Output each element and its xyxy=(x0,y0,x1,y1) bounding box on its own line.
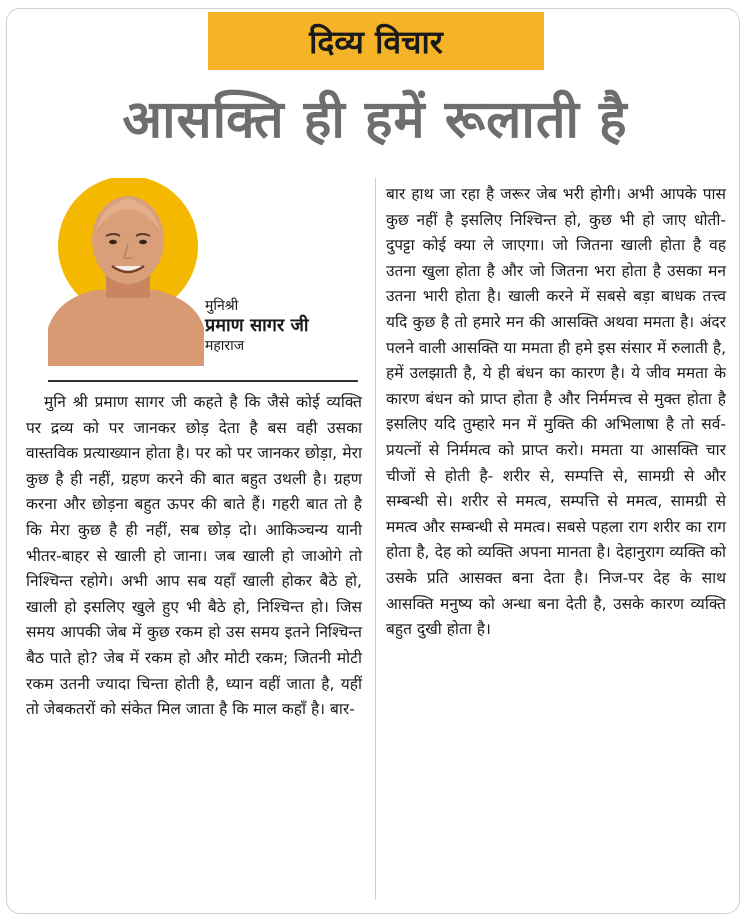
article-column-left: मुनि श्री प्रमाण सागर जी कहते है कि जैसे कोई व्यक्ति पर द्रव्य को पर जानकर छोड़ देता है बस वही उसका वास्तविक प्रत्याख्यान होता है। पर को पर जानकर छोड़ा, मेरा कुछ है ही नहीं, ग्रहण करने की बात बहुत उथली है। ग्रहण करना और छोड़ना बहुत ऊपर की बाते हैं। गहरी बात तो है कि मेरा कुछ है ही नहीं, सब छोड़ दो। आकिञ्चन्य यानी भीतर-बाहर से खाली हो जाना। जब खाली हो जाओगे तो निश्चिन्त रहोगे। अभी आप सब यहाँ खाली होकर बैठे हो, खाली हो इसलिए खुले हुए भी बैठे हो, निश्चिन्त हो। जिस समय आपकी जेब में कुछ रकम हो उस समय इतने निश्चिन्त बैठ पाते हो? जेब में रकम हो और मोटी रकम; जितनी मोटी रकम उतनी ज्यादा चिन्ता होती है, ध्यान वहीं जाता है, यहीं तो जेबकतरों को संकेत मिल जाता है कि माल कहाँ है। बार- xyxy=(26,393,362,719)
author-prefix: मुनिश्री xyxy=(205,298,239,314)
article-headline: आसक्ति ही हमें रूलाती है xyxy=(122,90,628,150)
section-tag xyxy=(208,12,544,70)
article-column-right: बार हाथ जा रहा है जरूर जेब भरी होगी। अभी आपके पास कुछ नहीं है इसलिए निश्चिन्त हो, कुछ भी हो जाए धोती-दुपट्टा कोई क्या ले जाएगा। जो जितना खाली होता है वह उतना खुला होता है और जो जितना भरा होता है उसका मन उतना भारी होता है। खाली करने में सबसे बड़ा बाधक तत्त्व यदि कुछ है तो हमारे मन की आसक्ति अथवा ममता है। अंदर पलने वाली आसक्ति या ममता ही हमे इस संसार में रुलाती है, हमें उलझाती है, ये ही बंधन का कारण है। ये जीव ममता के कारण बंधन को प्राप्त होता है और निर्ममत्त्व से मुक्त होता है इसलिए यदि तुम्हारे मन में मुक्ति की अभिलाषा है तो सर्व-प्रयत्नों से निर्ममत्व को प्राप्त करो। ममता या आसक्ति चार चीजों से होती है- शरीर से, सम्पत्ति से, सामग्री से और सम्बन्धी से। शरीर से ममत्व, सम्पत्ति से ममत्व, सामग्री से ममत्व और सम्बन्धी से ममत्व। सबसे पहला राग शरीर का राग होता है, देह को व्यक्ति अपना मानता है। देहानुराग व्यक्ति को उसके प्रति आसक्त बना देता है। निज-पर देह के साथ आसक्ति मनुष्य को अन्धा बना देती है, उसके कारण व्यक्ति बहुत दुखी होता है। xyxy=(386,185,726,639)
author-byline xyxy=(205,296,309,356)
monk-portrait-icon xyxy=(46,178,206,366)
author-suffix: महाराज xyxy=(205,338,245,354)
author-name: प्रमाण सागर जी xyxy=(205,315,309,336)
column-divider xyxy=(375,178,376,900)
section-tag-label: दिव्य विचार xyxy=(309,22,443,61)
byline-divider xyxy=(48,380,358,382)
